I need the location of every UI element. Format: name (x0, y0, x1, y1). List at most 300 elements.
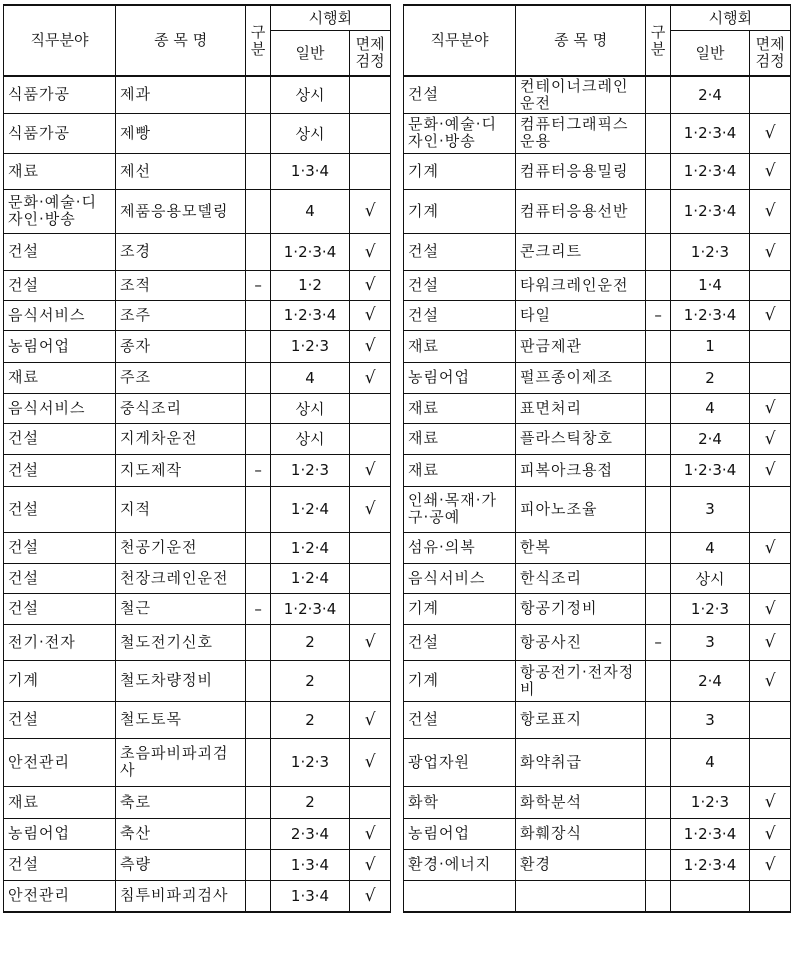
table-row (404, 738, 791, 786)
checkmark-icon: √ (350, 270, 391, 300)
general-cell: 1·2·3 (270, 454, 349, 486)
item-cell (516, 880, 646, 912)
gubun-cell: – (246, 270, 270, 300)
general-cell: 3 (670, 701, 749, 738)
field-cell: 재료 (404, 330, 516, 362)
table-row (4, 738, 391, 786)
gubun-cell (246, 300, 270, 330)
table-row (4, 393, 391, 423)
item-cell: 중식조리 (116, 393, 246, 423)
header-gubun: 구분 (246, 5, 270, 76)
general-cell: 2·3·4 (270, 818, 349, 849)
table-row (404, 393, 791, 423)
field-cell: 화학 (404, 786, 516, 818)
table-row (404, 423, 791, 454)
table-row (404, 486, 791, 532)
item-cell: 환경 (516, 849, 646, 880)
field-cell: 건설 (404, 300, 516, 330)
field-cell: 안전관리 (4, 738, 116, 786)
table-row (4, 113, 391, 153)
table-row (404, 362, 791, 393)
checkmark-icon (350, 532, 391, 563)
header-general: 일반 (670, 31, 749, 77)
item-cell: 타일 (516, 300, 646, 330)
field-cell: 건설 (404, 270, 516, 300)
checkmark-icon: √ (350, 818, 391, 849)
gubun-cell (246, 233, 270, 270)
table-row (4, 624, 391, 660)
checkmark-icon: √ (750, 423, 791, 454)
gubun-cell (246, 330, 270, 362)
item-cell: 화약취급 (516, 738, 646, 786)
general-cell: 2·4 (670, 76, 749, 113)
gubun-cell (646, 701, 670, 738)
header-exam: 시행회 (270, 5, 390, 31)
field-cell: 식품가공 (4, 113, 116, 153)
general-cell: 2 (270, 701, 349, 738)
checkmark-icon: √ (350, 624, 391, 660)
general-cell: 2 (270, 660, 349, 701)
table-row (404, 701, 791, 738)
gubun-cell (646, 454, 670, 486)
field-cell: 안전관리 (4, 880, 116, 912)
checkmark-icon: √ (750, 113, 791, 153)
general-cell: 2 (270, 786, 349, 818)
checkmark-icon: √ (750, 660, 791, 701)
gubun-cell (646, 593, 670, 624)
item-cell: 철근 (116, 593, 246, 624)
gubun-cell: – (646, 300, 670, 330)
gubun-cell (646, 532, 670, 563)
table-row (404, 76, 791, 113)
checkmark-icon: √ (350, 454, 391, 486)
checkmark-icon: √ (350, 189, 391, 233)
table-row (4, 660, 391, 701)
header-gubun: 구분 (646, 5, 670, 76)
table-row (404, 300, 791, 330)
field-cell: 건설 (4, 563, 116, 593)
item-cell: 조주 (116, 300, 246, 330)
field-cell: 농림어업 (404, 362, 516, 393)
gubun-cell (246, 701, 270, 738)
item-cell: 펄프종이제조 (516, 362, 646, 393)
field-cell: 건설 (4, 454, 116, 486)
general-cell: 1·2·3·4 (670, 113, 749, 153)
general-cell: 1·3·4 (270, 849, 349, 880)
general-cell: 1·2·3 (270, 330, 349, 362)
general-cell: 1·2·3·4 (670, 153, 749, 189)
table-row (404, 189, 791, 233)
gubun-cell (646, 393, 670, 423)
gubun-cell (246, 189, 270, 233)
gubun-cell (646, 330, 670, 362)
checkmark-icon (350, 786, 391, 818)
table-row (4, 818, 391, 849)
general-cell: 3 (670, 486, 749, 532)
item-cell: 철도토목 (116, 701, 246, 738)
field-cell: 기계 (4, 660, 116, 701)
left-table-body (4, 76, 391, 912)
table-row (404, 593, 791, 624)
table-row (404, 849, 791, 880)
table-row (4, 486, 391, 532)
table-row (4, 76, 391, 113)
item-cell: 주조 (116, 362, 246, 393)
field-cell: 건설 (404, 76, 516, 113)
field-cell: 음식서비스 (4, 393, 116, 423)
checkmark-icon (750, 738, 791, 786)
field-cell: 농림어업 (4, 330, 116, 362)
field-cell: 재료 (404, 393, 516, 423)
general-cell: 4 (670, 532, 749, 563)
table-row (404, 330, 791, 362)
checkmark-icon: √ (750, 233, 791, 270)
table-row (4, 153, 391, 189)
field-cell: 기계 (404, 593, 516, 624)
item-cell: 지적 (116, 486, 246, 532)
field-cell: 건설 (4, 270, 116, 300)
field-cell: 건설 (4, 486, 116, 532)
item-cell: 항공기정비 (516, 593, 646, 624)
item-cell: 화훼장식 (516, 818, 646, 849)
field-cell: 건설 (4, 593, 116, 624)
item-cell: 철도전기신호 (116, 624, 246, 660)
gubun-cell (246, 786, 270, 818)
gubun-cell (646, 486, 670, 532)
table-row (4, 532, 391, 563)
field-cell: 건설 (404, 233, 516, 270)
table-row (404, 563, 791, 593)
field-cell: 건설 (4, 532, 116, 563)
gubun-cell (646, 660, 670, 701)
general-cell: 1 (670, 330, 749, 362)
field-cell: 음식서비스 (4, 300, 116, 330)
checkmark-icon: √ (350, 849, 391, 880)
general-cell: 1·2·4 (270, 486, 349, 532)
gubun-cell (646, 880, 670, 912)
gubun-cell (246, 563, 270, 593)
checkmark-icon: √ (750, 786, 791, 818)
checkmark-icon: √ (750, 532, 791, 563)
checkmark-icon: √ (350, 362, 391, 393)
field-cell: 문화·예술·디자인·방송 (404, 113, 516, 153)
general-cell: 1·2·3·4 (670, 454, 749, 486)
general-cell: 2 (670, 362, 749, 393)
item-cell: 측량 (116, 849, 246, 880)
general-cell: 4 (670, 393, 749, 423)
gubun-cell (246, 880, 270, 912)
item-cell: 콘크리트 (516, 233, 646, 270)
general-cell: 1·2·3 (670, 593, 749, 624)
field-cell: 건설 (4, 423, 116, 454)
checkmark-icon: √ (750, 624, 791, 660)
table-row (4, 233, 391, 270)
field-cell: 건설 (404, 624, 516, 660)
table-row (404, 153, 791, 189)
field-cell: 문화·예술·디자인·방송 (4, 189, 116, 233)
item-cell: 침투비파괴검사 (116, 880, 246, 912)
item-cell: 제선 (116, 153, 246, 189)
header-item: 종 목 명 (516, 5, 646, 76)
left-table (3, 4, 391, 913)
item-cell: 지게차운전 (116, 423, 246, 454)
table-row (404, 660, 791, 701)
checkmark-icon: √ (750, 393, 791, 423)
table-row (404, 624, 791, 660)
gubun-cell (246, 362, 270, 393)
gubun-cell (246, 113, 270, 153)
table-row (4, 300, 391, 330)
table-row (404, 454, 791, 486)
table-row (4, 189, 391, 233)
checkmark-icon: √ (350, 738, 391, 786)
gubun-cell (246, 738, 270, 786)
item-cell: 항공사진 (516, 624, 646, 660)
table-row (4, 701, 391, 738)
checkmark-icon: √ (350, 880, 391, 912)
gubun-cell (646, 738, 670, 786)
checkmark-icon: √ (350, 701, 391, 738)
checkmark-icon: √ (350, 330, 391, 362)
item-cell: 타워크레인운전 (516, 270, 646, 300)
general-cell: 1·3·4 (270, 153, 349, 189)
general-cell: 상시 (270, 76, 349, 113)
table-row (4, 454, 391, 486)
item-cell: 조적 (116, 270, 246, 300)
header-interview: 면제검정 (350, 31, 391, 77)
general-cell: 2 (270, 624, 349, 660)
checkmark-icon (350, 593, 391, 624)
item-cell: 천장크레인운전 (116, 563, 246, 593)
checkmark-icon (350, 563, 391, 593)
general-cell: 1·2·3·4 (670, 300, 749, 330)
general-cell (670, 880, 749, 912)
general-cell: 1·2·3 (270, 738, 349, 786)
general-cell: 1·2 (270, 270, 349, 300)
table-row (4, 563, 391, 593)
gubun-cell (246, 486, 270, 532)
field-cell: 기계 (404, 660, 516, 701)
gubun-cell: – (646, 624, 670, 660)
item-cell: 철도차량정비 (116, 660, 246, 701)
item-cell: 플라스틱창호 (516, 423, 646, 454)
checkmark-icon (750, 330, 791, 362)
field-cell: 재료 (404, 454, 516, 486)
checkmark-icon: √ (750, 153, 791, 189)
checkmark-icon: √ (350, 233, 391, 270)
gubun-cell (646, 362, 670, 393)
item-cell: 종자 (116, 330, 246, 362)
field-cell: 인쇄·목재·가구·공예 (404, 486, 516, 532)
field-cell: 재료 (4, 786, 116, 818)
general-cell: 4 (270, 189, 349, 233)
field-cell: 전기·전자 (4, 624, 116, 660)
checkmark-icon: √ (350, 300, 391, 330)
checkmark-icon (350, 660, 391, 701)
item-cell: 조경 (116, 233, 246, 270)
gubun-cell (646, 233, 670, 270)
gubun-cell (646, 786, 670, 818)
field-cell: 음식서비스 (404, 563, 516, 593)
checkmark-icon (350, 76, 391, 113)
checkmark-icon: √ (750, 849, 791, 880)
gubun-cell (246, 423, 270, 454)
item-cell: 피복아크용접 (516, 454, 646, 486)
table-row (404, 880, 791, 912)
general-cell: 1·4 (670, 270, 749, 300)
general-cell: 1·2·4 (270, 532, 349, 563)
item-cell: 한복 (516, 532, 646, 563)
gubun-cell (246, 393, 270, 423)
item-cell: 컨테이너크레인운전 (516, 76, 646, 113)
item-cell: 제품응용모델링 (116, 189, 246, 233)
field-cell: 건설 (4, 233, 116, 270)
general-cell: 상시 (270, 423, 349, 454)
item-cell: 표면처리 (516, 393, 646, 423)
table-row (4, 423, 391, 454)
header-field: 직무분야 (4, 5, 116, 76)
general-cell: 1·2·3·4 (670, 849, 749, 880)
gubun-cell: – (246, 454, 270, 486)
general-cell: 상시 (670, 563, 749, 593)
checkmark-icon (350, 393, 391, 423)
general-cell: 1·2·3 (670, 786, 749, 818)
field-cell: 재료 (4, 362, 116, 393)
field-cell (404, 880, 516, 912)
field-cell: 건설 (404, 701, 516, 738)
item-cell: 축로 (116, 786, 246, 818)
table-row (4, 270, 391, 300)
gubun-cell (246, 818, 270, 849)
checkmark-icon (750, 76, 791, 113)
field-cell: 재료 (404, 423, 516, 454)
general-cell: 4 (270, 362, 349, 393)
field-cell: 광업자원 (404, 738, 516, 786)
checkmark-icon: √ (750, 454, 791, 486)
item-cell: 컴퓨터응용밀링 (516, 153, 646, 189)
checkmark-icon: √ (350, 486, 391, 532)
field-cell: 건설 (4, 701, 116, 738)
gubun-cell: – (246, 593, 270, 624)
gubun-cell (246, 660, 270, 701)
table-row (4, 849, 391, 880)
general-cell: 상시 (270, 393, 349, 423)
table-row (4, 880, 391, 912)
field-cell: 기계 (404, 189, 516, 233)
table-row (404, 270, 791, 300)
field-cell: 환경·에너지 (404, 849, 516, 880)
gubun-cell (246, 153, 270, 189)
table-row (404, 532, 791, 563)
table-row (404, 786, 791, 818)
header-exam: 시행회 (670, 5, 790, 31)
checkmark-icon (750, 486, 791, 532)
general-cell: 1·2·3 (670, 233, 749, 270)
right-table (403, 4, 791, 913)
field-cell: 농림어업 (4, 818, 116, 849)
header-item: 종 목 명 (116, 5, 246, 76)
gubun-cell (246, 849, 270, 880)
field-cell: 식품가공 (4, 76, 116, 113)
table-row (4, 362, 391, 393)
general-cell: 1·3·4 (270, 880, 349, 912)
checkmark-icon (350, 153, 391, 189)
item-cell: 컴퓨터그래픽스운용 (516, 113, 646, 153)
checkmark-icon (750, 270, 791, 300)
item-cell: 제과 (116, 76, 246, 113)
general-cell: 1·2·3·4 (270, 233, 349, 270)
checkmark-icon (350, 423, 391, 454)
checkmark-icon: √ (750, 189, 791, 233)
gubun-cell (646, 270, 670, 300)
gubun-cell (246, 532, 270, 563)
item-cell: 피아노조율 (516, 486, 646, 532)
table-row (4, 593, 391, 624)
general-cell: 1·2·3·4 (270, 300, 349, 330)
field-cell: 기계 (404, 153, 516, 189)
gubun-cell (646, 818, 670, 849)
item-cell: 화학분석 (516, 786, 646, 818)
item-cell: 항공전기·전자정비 (516, 660, 646, 701)
header-field: 직무분야 (404, 5, 516, 76)
general-cell: 2·4 (670, 660, 749, 701)
item-cell: 제빵 (116, 113, 246, 153)
item-cell: 판금제관 (516, 330, 646, 362)
checkmark-icon (750, 880, 791, 912)
item-cell: 항로표지 (516, 701, 646, 738)
gubun-cell (646, 423, 670, 454)
general-cell: 2·4 (670, 423, 749, 454)
header-interview: 면제검정 (750, 31, 791, 77)
checkmark-icon: √ (750, 300, 791, 330)
field-cell: 재료 (4, 153, 116, 189)
checkmark-icon: √ (750, 818, 791, 849)
checkmark-icon (750, 362, 791, 393)
item-cell: 초음파비파괴검사 (116, 738, 246, 786)
gubun-cell (646, 849, 670, 880)
general-cell: 3 (670, 624, 749, 660)
field-cell: 건설 (4, 849, 116, 880)
field-cell: 섬유·의복 (404, 532, 516, 563)
general-cell: 1·2·4 (270, 563, 349, 593)
item-cell: 축산 (116, 818, 246, 849)
general-cell: 1·2·3·4 (670, 189, 749, 233)
gubun-cell (646, 76, 670, 113)
table-row (4, 786, 391, 818)
header-general: 일반 (270, 31, 349, 77)
table-row (404, 113, 791, 153)
gubun-cell (646, 113, 670, 153)
item-cell: 컴퓨터응용선반 (516, 189, 646, 233)
right-table-body (404, 76, 791, 912)
general-cell: 상시 (270, 113, 349, 153)
checkmark-icon: √ (750, 593, 791, 624)
gubun-cell (646, 563, 670, 593)
general-cell: 1·2·3·4 (670, 818, 749, 849)
gubun-cell (246, 624, 270, 660)
general-cell: 1·2·3·4 (270, 593, 349, 624)
gubun-cell (646, 189, 670, 233)
checkmark-icon (350, 113, 391, 153)
table-row (4, 330, 391, 362)
item-cell: 한식조리 (516, 563, 646, 593)
table-row (404, 818, 791, 849)
checkmark-icon (750, 563, 791, 593)
general-cell: 4 (670, 738, 749, 786)
checkmark-icon (750, 701, 791, 738)
item-cell: 천공기운전 (116, 532, 246, 563)
gubun-cell (246, 76, 270, 113)
